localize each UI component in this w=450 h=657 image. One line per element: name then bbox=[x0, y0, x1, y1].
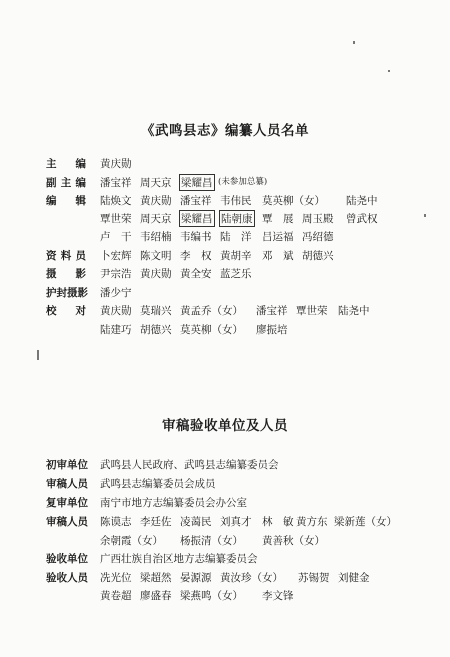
person-name: 梁燕鸣（女） bbox=[180, 590, 243, 602]
person-name: 潘宝祥 bbox=[180, 195, 212, 207]
person-name: 覃世荣 bbox=[100, 213, 132, 225]
person-name: 卜宏辉 bbox=[100, 250, 132, 262]
person-name: 周玉殿 bbox=[302, 213, 334, 225]
person-name: 陈文明 bbox=[140, 250, 172, 262]
person-name: 刘真才 bbox=[220, 516, 252, 528]
person-name: 韦编书 bbox=[180, 231, 212, 243]
role-label: 复审单位 bbox=[46, 497, 88, 509]
person-name: 李文锋 bbox=[262, 590, 294, 602]
person-name: 黄汝珍（女） bbox=[220, 572, 283, 584]
person-name: 武鸣县人民政府、武鸣县志编纂委员会 bbox=[100, 459, 279, 471]
role-label: 审稿人员 bbox=[46, 478, 88, 490]
person-name: 杨振清（女） bbox=[180, 535, 243, 547]
list-row bbox=[0, 495, 450, 513]
person-name: 刘健金 bbox=[338, 572, 370, 584]
person-name: 梁耀昌 bbox=[181, 177, 213, 189]
person-name: 冼光位 bbox=[100, 572, 132, 584]
person-name: 陆尧中 bbox=[346, 195, 378, 207]
role-label-char: 资 bbox=[46, 250, 57, 262]
person-name: 周天京 bbox=[140, 213, 172, 225]
name-note: (未参加总纂) bbox=[218, 177, 268, 187]
role-label: 验收单位 bbox=[46, 553, 88, 565]
role-label-char: 料 bbox=[60, 250, 72, 262]
person-name: 凌蔼民 bbox=[180, 516, 212, 528]
section-title: 审稿验收单位及人员 bbox=[162, 418, 288, 434]
person-name: 曾武权 bbox=[346, 213, 378, 225]
person-name: 南宁市地方志编纂委员会办公室 bbox=[100, 497, 247, 509]
role-label-char: 影 bbox=[75, 268, 86, 280]
role-label-char: 主 bbox=[60, 177, 72, 189]
person-name: 陆尧中 bbox=[338, 305, 370, 317]
person-name: 尹宗浩 bbox=[100, 268, 132, 280]
person-name: 黄善秋（女） bbox=[262, 535, 325, 547]
person-name: 武鸣县志编纂委员会成员 bbox=[100, 478, 216, 490]
role-label-char: 校 bbox=[46, 305, 57, 317]
person-name: 覃 展 bbox=[262, 213, 294, 225]
person-name: 蓝芝乐 bbox=[220, 268, 252, 280]
role-label: 护封摄影 bbox=[46, 287, 88, 299]
list-row bbox=[0, 533, 450, 551]
list-row bbox=[0, 514, 450, 532]
list-row bbox=[0, 551, 450, 569]
person-name: 黄庆勋 bbox=[140, 268, 172, 280]
list-row bbox=[0, 476, 450, 494]
person-name: 陆建巧 bbox=[100, 324, 132, 336]
person-name: 黄方东 bbox=[296, 516, 328, 528]
role-label-char: 主 bbox=[46, 158, 57, 170]
person-name: 梁超然 bbox=[140, 572, 172, 584]
person-name: 潘少宁 bbox=[100, 287, 132, 299]
person-name: 余朝霞（女） bbox=[100, 535, 163, 547]
person-name: 黄庆勋 bbox=[100, 158, 132, 170]
person-name: 陆焕文 bbox=[100, 195, 132, 207]
person-name: 胡德兴 bbox=[140, 324, 172, 336]
person-name: 梁耀昌 bbox=[181, 213, 213, 225]
section-title: 《武鸣县志》编纂人员名单 bbox=[141, 123, 309, 139]
person-name: 韦伟民 bbox=[220, 195, 252, 207]
role-label-char: 员 bbox=[75, 250, 86, 262]
person-name: 广西壮族自治区地方志编纂委员会 bbox=[100, 553, 258, 565]
person-name: 卢 干 bbox=[100, 231, 132, 243]
person-name: 黄全安 bbox=[180, 268, 212, 280]
role-label-char: 对 bbox=[75, 305, 86, 317]
person-name: 黄庆勋 bbox=[140, 195, 172, 207]
person-name: 黄孟乔（女） bbox=[180, 305, 243, 317]
person-name: 吕运福 bbox=[262, 231, 294, 243]
list-row bbox=[0, 588, 450, 606]
person-name: 苏锡贺 bbox=[298, 572, 330, 584]
person-name: 覃世荣 bbox=[296, 305, 328, 317]
person-name: 陈谟志 bbox=[100, 516, 132, 528]
person-name: 黄庆勋 bbox=[100, 305, 132, 317]
person-name: 李 权 bbox=[180, 250, 212, 262]
role-label-char: 副 bbox=[46, 177, 57, 189]
list-row bbox=[0, 570, 450, 588]
person-name: 梁新莲（女） bbox=[334, 516, 397, 528]
person-name: 莫英柳（女） bbox=[262, 195, 325, 207]
role-label: 审稿人员 bbox=[46, 516, 88, 528]
role-label-char: 编 bbox=[75, 158, 86, 170]
person-name: 韦绍楠 bbox=[140, 231, 172, 243]
role-label-char: 摄 bbox=[46, 268, 57, 280]
person-name: 林 敏 bbox=[262, 516, 294, 528]
person-name: 黄卷超 bbox=[100, 590, 132, 602]
person-name: 黄胡辛 bbox=[220, 250, 252, 262]
role-label: 验收人员 bbox=[46, 572, 88, 584]
person-name: 廖盛春 bbox=[140, 590, 172, 602]
person-name: 潘宝祥 bbox=[256, 305, 288, 317]
person-name: 胡德兴 bbox=[302, 250, 334, 262]
role-label: 初审单位 bbox=[46, 459, 88, 471]
person-name: 陆 洋 bbox=[220, 231, 252, 243]
role-label-char: 编 bbox=[46, 195, 57, 207]
person-name: 周天京 bbox=[140, 177, 172, 189]
role-label-char: 编 bbox=[75, 177, 86, 189]
person-name: 邓 斌 bbox=[262, 250, 294, 262]
person-name: 潘宝祥 bbox=[100, 177, 132, 189]
person-name: 莫英柳（女） bbox=[180, 324, 243, 336]
person-name: 李廷佐 bbox=[140, 516, 172, 528]
list-row bbox=[0, 457, 450, 475]
role-label-char: 辑 bbox=[75, 195, 86, 207]
person-name: 陆朝康 bbox=[221, 213, 253, 225]
person-name: 莫瑞兴 bbox=[140, 305, 172, 317]
person-name: 晏源源 bbox=[180, 572, 212, 584]
person-name: 冯绍德 bbox=[302, 231, 334, 243]
person-name: 廖振培 bbox=[256, 324, 288, 336]
